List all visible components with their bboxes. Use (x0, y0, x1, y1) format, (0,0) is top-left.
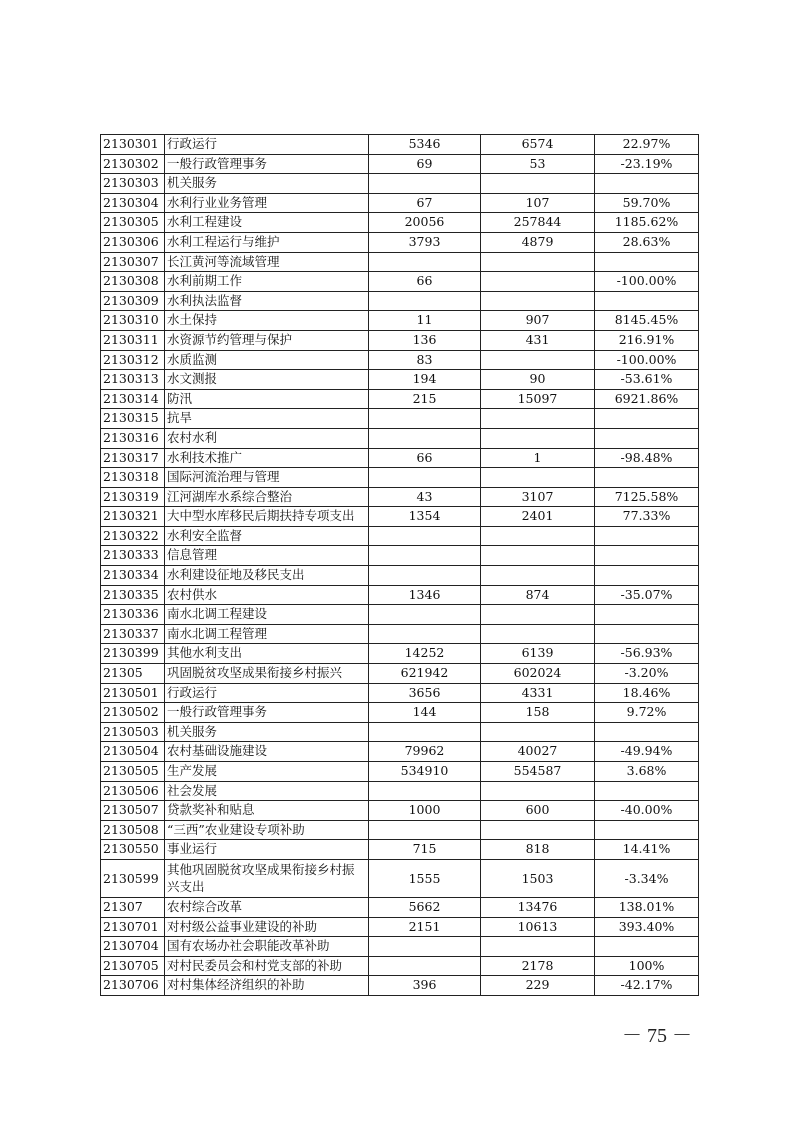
cell-change-pct (595, 428, 699, 448)
cell-current-year (481, 624, 595, 644)
cell-name: 行政运行 (165, 135, 369, 155)
cell-name: 水利工程建设 (165, 213, 369, 233)
cell-code: 2130314 (101, 389, 165, 409)
cell-current-year (481, 468, 595, 488)
cell-change-pct: -3.34% (595, 859, 699, 897)
cell-change-pct: 393.40% (595, 917, 699, 937)
cell-name: 生产发展 (165, 762, 369, 782)
table-row (101, 859, 699, 897)
cell-prev-year: 83 (369, 350, 481, 370)
cell-current-year: 1503 (481, 859, 595, 897)
table-row (101, 291, 699, 311)
table-row (101, 507, 699, 527)
cell-code: 2130502 (101, 703, 165, 723)
table-row (101, 566, 699, 586)
cell-code: 2130333 (101, 546, 165, 566)
table-row (101, 311, 699, 331)
cell-name: 对村集体经济组织的补助 (165, 976, 369, 996)
cell-prev-year (369, 428, 481, 448)
cell-code: 2130335 (101, 585, 165, 605)
cell-name: 水利行业业务管理 (165, 193, 369, 213)
table-row (101, 252, 699, 272)
cell-name: 农村水利 (165, 428, 369, 448)
cell-code: 2130313 (101, 370, 165, 390)
cell-prev-year (369, 605, 481, 625)
cell-current-year (481, 937, 595, 957)
cell-prev-year: 11 (369, 311, 481, 331)
table-row (101, 546, 699, 566)
cell-prev-year: 3656 (369, 683, 481, 703)
cell-change-pct: -40.00% (595, 801, 699, 821)
cell-current-year (481, 820, 595, 840)
cell-code: 2130506 (101, 781, 165, 801)
table-row (101, 272, 699, 292)
cell-change-pct (595, 605, 699, 625)
cell-prev-year: 1555 (369, 859, 481, 897)
table-row (101, 154, 699, 174)
cell-prev-year: 715 (369, 840, 481, 860)
cell-change-pct: 14.41% (595, 840, 699, 860)
cell-change-pct: 9.72% (595, 703, 699, 723)
cell-change-pct: 1185.62% (595, 213, 699, 233)
cell-change-pct: 216.91% (595, 330, 699, 350)
cell-current-year (481, 546, 595, 566)
cell-change-pct (595, 624, 699, 644)
cell-code: 2130311 (101, 330, 165, 350)
cell-prev-year (369, 937, 481, 957)
table-row (101, 193, 699, 213)
cell-change-pct: 3.68% (595, 762, 699, 782)
table-row (101, 409, 699, 429)
cell-current-year (481, 722, 595, 742)
cell-prev-year: 79962 (369, 742, 481, 762)
cell-code: 2130336 (101, 605, 165, 625)
cell-change-pct: -56.93% (595, 644, 699, 664)
cell-code: 2130315 (101, 409, 165, 429)
table-row (101, 937, 699, 957)
cell-code: 2130318 (101, 468, 165, 488)
cell-change-pct: 6921.86% (595, 389, 699, 409)
cell-code: 2130399 (101, 644, 165, 664)
cell-code: 2130507 (101, 801, 165, 821)
cell-current-year (481, 605, 595, 625)
cell-current-year: 10613 (481, 917, 595, 937)
cell-change-pct: -49.94% (595, 742, 699, 762)
table-row (101, 624, 699, 644)
cell-prev-year: 66 (369, 448, 481, 468)
cell-prev-year: 3793 (369, 232, 481, 252)
table-row (101, 644, 699, 664)
cell-code: 2130321 (101, 507, 165, 527)
table-row (101, 585, 699, 605)
cell-change-pct (595, 409, 699, 429)
cell-prev-year (369, 526, 481, 546)
cell-change-pct: -53.61% (595, 370, 699, 390)
cell-name: 南水北调工程管理 (165, 624, 369, 644)
budget-table (100, 134, 699, 996)
cell-change-pct: 18.46% (595, 683, 699, 703)
table-body (101, 135, 699, 996)
table-row (101, 389, 699, 409)
cell-prev-year (369, 409, 481, 429)
cell-change-pct: -98.48% (595, 448, 699, 468)
table-row (101, 213, 699, 233)
table-row (101, 917, 699, 937)
cell-name: 防汛 (165, 389, 369, 409)
cell-name: 水文测报 (165, 370, 369, 390)
cell-change-pct (595, 468, 699, 488)
cell-prev-year (369, 956, 481, 976)
cell-code: 2130508 (101, 820, 165, 840)
table-row (101, 742, 699, 762)
cell-name: 南水北调工程建设 (165, 605, 369, 625)
cell-prev-year: 20056 (369, 213, 481, 233)
cell-change-pct (595, 722, 699, 742)
cell-change-pct: -23.19% (595, 154, 699, 174)
cell-name: 信息管理 (165, 546, 369, 566)
cell-change-pct: -3.20% (595, 664, 699, 684)
cell-prev-year: 621942 (369, 664, 481, 684)
cell-code: 2130701 (101, 917, 165, 937)
cell-current-year: 818 (481, 840, 595, 860)
cell-prev-year: 5346 (369, 135, 481, 155)
cell-current-year: 431 (481, 330, 595, 350)
cell-prev-year (369, 252, 481, 272)
cell-prev-year: 534910 (369, 762, 481, 782)
cell-name: 巩固脱贫攻坚成果衔接乡村振兴 (165, 664, 369, 684)
cell-prev-year (369, 566, 481, 586)
cell-prev-year: 215 (369, 389, 481, 409)
cell-current-year: 229 (481, 976, 595, 996)
cell-prev-year: 69 (369, 154, 481, 174)
cell-current-year: 13476 (481, 897, 595, 917)
cell-prev-year (369, 174, 481, 194)
cell-name: 水利建设征地及移民支出 (165, 566, 369, 586)
cell-name: 水土保持 (165, 311, 369, 331)
table-row (101, 703, 699, 723)
table-row (101, 801, 699, 821)
cell-current-year: 907 (481, 311, 595, 331)
cell-code: 2130505 (101, 762, 165, 782)
cell-current-year: 2178 (481, 956, 595, 976)
cell-current-year: 107 (481, 193, 595, 213)
table-row (101, 664, 699, 684)
cell-code: 2130503 (101, 722, 165, 742)
cell-name: 抗旱 (165, 409, 369, 429)
cell-code: 2130334 (101, 566, 165, 586)
cell-current-year (481, 566, 595, 586)
cell-current-year: 40027 (481, 742, 595, 762)
cell-change-pct: 7125.58% (595, 487, 699, 507)
table-row (101, 350, 699, 370)
cell-name: 机关服务 (165, 174, 369, 194)
cell-prev-year (369, 722, 481, 742)
cell-code: 2130302 (101, 154, 165, 174)
cell-name: 水利技术推广 (165, 448, 369, 468)
table-row (101, 448, 699, 468)
cell-code: 2130319 (101, 487, 165, 507)
cell-name: 对村级公益事业建设的补助 (165, 917, 369, 937)
cell-current-year: 874 (481, 585, 595, 605)
cell-name: 其他巩固脱贫攻坚成果衔接乡村振兴支出 (165, 859, 369, 897)
table-row (101, 526, 699, 546)
table-row (101, 468, 699, 488)
cell-change-pct: -100.00% (595, 350, 699, 370)
cell-code: 2130704 (101, 937, 165, 957)
cell-prev-year: 43 (369, 487, 481, 507)
cell-prev-year: 144 (369, 703, 481, 723)
table-row (101, 840, 699, 860)
cell-current-year: 257844 (481, 213, 595, 233)
cell-name: 水质监测 (165, 350, 369, 370)
table-row (101, 370, 699, 390)
cell-name: 其他水利支出 (165, 644, 369, 664)
cell-code: 2130501 (101, 683, 165, 703)
cell-prev-year: 1000 (369, 801, 481, 821)
cell-change-pct (595, 820, 699, 840)
table-row (101, 781, 699, 801)
cell-change-pct (595, 566, 699, 586)
cell-change-pct (595, 526, 699, 546)
cell-change-pct: 138.01% (595, 897, 699, 917)
table-row (101, 976, 699, 996)
cell-current-year: 554587 (481, 762, 595, 782)
table-row (101, 174, 699, 194)
cell-prev-year (369, 781, 481, 801)
cell-current-year (481, 781, 595, 801)
cell-change-pct: 100% (595, 956, 699, 976)
cell-change-pct: 59.70% (595, 193, 699, 213)
cell-current-year: 1 (481, 448, 595, 468)
cell-current-year (481, 174, 595, 194)
cell-name: 一般行政管理事务 (165, 703, 369, 723)
cell-change-pct: 28.63% (595, 232, 699, 252)
cell-prev-year: 66 (369, 272, 481, 292)
cell-code: 2130308 (101, 272, 165, 292)
cell-name: 国际河流治理与管理 (165, 468, 369, 488)
cell-prev-year: 14252 (369, 644, 481, 664)
cell-prev-year: 5662 (369, 897, 481, 917)
cell-code: 2130316 (101, 428, 165, 448)
cell-name: 机关服务 (165, 722, 369, 742)
table-row (101, 897, 699, 917)
cell-name: 江河湖库水系综合整治 (165, 487, 369, 507)
cell-change-pct: 22.97% (595, 135, 699, 155)
cell-prev-year: 396 (369, 976, 481, 996)
table-row (101, 722, 699, 742)
cell-code: 2130304 (101, 193, 165, 213)
cell-name: 水利工程运行与维护 (165, 232, 369, 252)
cell-name: “三西”农业建设专项补助 (165, 820, 369, 840)
cell-change-pct: -35.07% (595, 585, 699, 605)
cell-change-pct: -100.00% (595, 272, 699, 292)
table-row (101, 820, 699, 840)
cell-change-pct (595, 781, 699, 801)
cell-code: 2130303 (101, 174, 165, 194)
cell-code: 2130550 (101, 840, 165, 860)
cell-name: 水利安全监督 (165, 526, 369, 546)
cell-current-year (481, 428, 595, 448)
cell-current-year: 2401 (481, 507, 595, 527)
cell-current-year (481, 350, 595, 370)
cell-current-year: 3107 (481, 487, 595, 507)
cell-code: 2130307 (101, 252, 165, 272)
table-row (101, 956, 699, 976)
cell-current-year: 6574 (481, 135, 595, 155)
cell-code: 2130322 (101, 526, 165, 546)
cell-prev-year (369, 820, 481, 840)
cell-current-year: 15097 (481, 389, 595, 409)
cell-name: 社会发展 (165, 781, 369, 801)
cell-current-year: 90 (481, 370, 595, 390)
cell-current-year: 4879 (481, 232, 595, 252)
table-row (101, 428, 699, 448)
cell-current-year: 600 (481, 801, 595, 821)
cell-code: 2130310 (101, 311, 165, 331)
table-row (101, 135, 699, 155)
cell-code: 2130706 (101, 976, 165, 996)
cell-change-pct (595, 937, 699, 957)
cell-change-pct (595, 174, 699, 194)
cell-code: 2130312 (101, 350, 165, 370)
cell-current-year (481, 409, 595, 429)
cell-change-pct: 77.33% (595, 507, 699, 527)
cell-current-year (481, 252, 595, 272)
cell-name: 对村民委员会和村党支部的补助 (165, 956, 369, 976)
cell-code: 21307 (101, 897, 165, 917)
cell-code: 2130705 (101, 956, 165, 976)
cell-prev-year (369, 291, 481, 311)
cell-current-year: 602024 (481, 664, 595, 684)
table-row (101, 232, 699, 252)
cell-prev-year (369, 624, 481, 644)
cell-name: 长江黄河等流域管理 (165, 252, 369, 272)
cell-current-year (481, 291, 595, 311)
cell-prev-year (369, 546, 481, 566)
cell-prev-year: 194 (369, 370, 481, 390)
cell-code: 2130504 (101, 742, 165, 762)
cell-current-year: 6139 (481, 644, 595, 664)
cell-code: 21305 (101, 664, 165, 684)
cell-prev-year: 136 (369, 330, 481, 350)
page-number: － 75 － (622, 1025, 692, 1047)
cell-prev-year: 2151 (369, 917, 481, 937)
cell-change-pct (595, 291, 699, 311)
cell-code: 2130309 (101, 291, 165, 311)
cell-change-pct (595, 546, 699, 566)
cell-code: 2130337 (101, 624, 165, 644)
cell-change-pct: 8145.45% (595, 311, 699, 331)
table-row (101, 605, 699, 625)
cell-code: 2130599 (101, 859, 165, 897)
cell-prev-year: 1354 (369, 507, 481, 527)
cell-name: 农村基础设施建设 (165, 742, 369, 762)
cell-current-year: 158 (481, 703, 595, 723)
table-row (101, 330, 699, 350)
cell-current-year: 4331 (481, 683, 595, 703)
cell-prev-year: 1346 (369, 585, 481, 605)
cell-current-year (481, 272, 595, 292)
cell-name: 事业运行 (165, 840, 369, 860)
table-row (101, 683, 699, 703)
cell-name: 水利执法监督 (165, 291, 369, 311)
cell-code: 2130301 (101, 135, 165, 155)
table-row (101, 762, 699, 782)
cell-name: 农村供水 (165, 585, 369, 605)
cell-name: 农村综合改革 (165, 897, 369, 917)
cell-prev-year: 67 (369, 193, 481, 213)
cell-name: 一般行政管理事务 (165, 154, 369, 174)
cell-code: 2130317 (101, 448, 165, 468)
cell-prev-year (369, 468, 481, 488)
cell-name: 行政运行 (165, 683, 369, 703)
cell-name: 贷款奖补和贴息 (165, 801, 369, 821)
cell-name: 水资源节约管理与保护 (165, 330, 369, 350)
cell-code: 2130305 (101, 213, 165, 233)
cell-name: 水利前期工作 (165, 272, 369, 292)
cell-current-year (481, 526, 595, 546)
cell-name: 大中型水库移民后期扶持专项支出 (165, 507, 369, 527)
cell-current-year: 53 (481, 154, 595, 174)
cell-change-pct: -42.17% (595, 976, 699, 996)
cell-change-pct (595, 252, 699, 272)
cell-code: 2130306 (101, 232, 165, 252)
table-row (101, 487, 699, 507)
cell-name: 国有农场办社会职能改革补助 (165, 937, 369, 957)
